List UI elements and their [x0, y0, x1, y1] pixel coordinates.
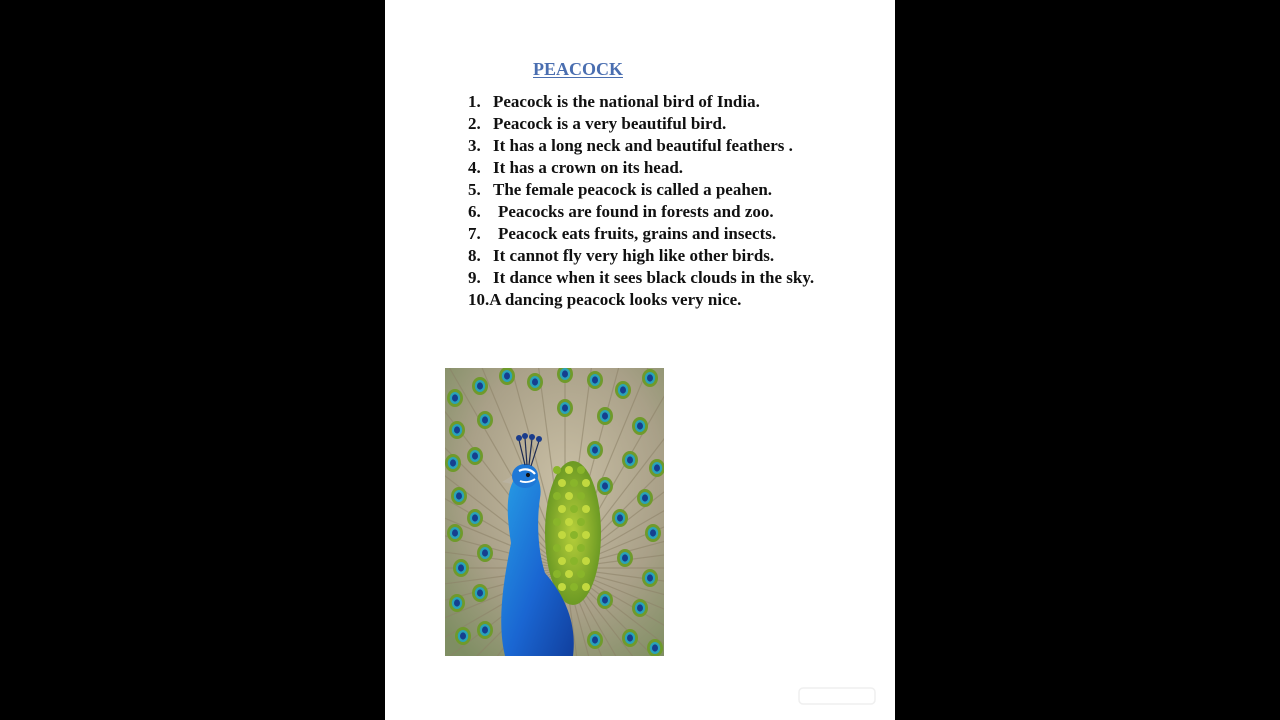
list-item [468, 201, 814, 223]
back-scale [577, 544, 585, 552]
list-item [468, 179, 814, 201]
item-number: 1. [468, 92, 481, 111]
eye-spot-center [654, 464, 660, 471]
item-text: It has a long neck and beautiful feathers . [493, 136, 793, 155]
back-scale [582, 557, 590, 565]
eye-spot-center [642, 494, 648, 501]
back-scale [570, 505, 578, 513]
eye-spot-center [477, 589, 483, 596]
eye-spot-center [460, 632, 466, 639]
eye-spot-center [617, 514, 623, 521]
item-number: 6. [468, 202, 481, 221]
eye-spot-center [562, 404, 568, 411]
eye-spot-center [456, 492, 462, 499]
item-text: Peacock is the national bird of India. [493, 92, 760, 111]
back-scale [582, 531, 590, 539]
eye-spot-center [647, 374, 653, 381]
list-item [468, 157, 814, 179]
eye-spot-center [472, 514, 478, 521]
fact-list [468, 91, 814, 311]
item-number: 5. [468, 180, 481, 199]
document-page [385, 0, 895, 720]
eye-spot-center [592, 376, 598, 383]
item-number: 2. [468, 114, 481, 133]
eye-spot-center [602, 412, 608, 419]
eye-spot-center [454, 599, 460, 606]
watermark-logo [797, 684, 877, 708]
item-number: 8. [468, 246, 481, 265]
watermark [797, 684, 877, 713]
eye-spot-center [592, 446, 598, 453]
eye-spot-center [602, 482, 608, 489]
back-scale [582, 505, 590, 513]
back-scale [565, 570, 573, 578]
eye-spot-center [592, 636, 598, 643]
item-text: It cannot fly very high like other birds. [493, 246, 775, 265]
back-scale [582, 583, 590, 591]
eye-spot-center [627, 634, 633, 641]
back-scale [570, 557, 578, 565]
eye-spot-center [472, 452, 478, 459]
peacock-illustration [445, 368, 664, 656]
item-text: It dance when it sees black clouds in the sky. [493, 268, 815, 287]
item-number: 4. [468, 158, 481, 177]
back-scale [558, 557, 566, 565]
eye-spot-center [532, 378, 538, 385]
eye-spot-center [482, 626, 488, 633]
item-number: 10. [468, 290, 490, 309]
back-scale [553, 518, 561, 526]
eye-spot-center [647, 574, 653, 581]
list-item [468, 289, 814, 311]
eye-spot-center [627, 456, 633, 463]
back-scale [577, 466, 585, 474]
item-text: Peacock is a very beautiful bird. [493, 114, 727, 133]
item-number: 9. [468, 268, 481, 287]
eye-spot-center [452, 529, 458, 536]
back-scale [565, 466, 573, 474]
back-scale [558, 531, 566, 539]
item-number: 7. [468, 224, 481, 243]
eye-spot-center [620, 386, 626, 393]
eye-spot-center [637, 422, 643, 429]
eye-spot-center [450, 459, 456, 466]
back-scale [577, 492, 585, 500]
back-scale [558, 505, 566, 513]
back-scale [582, 479, 590, 487]
item-text: Peacocks are found in forests and zoo. [498, 202, 774, 221]
back-scale [558, 479, 566, 487]
eye-spot-center [458, 564, 464, 571]
back-scale [553, 466, 561, 474]
eye-spot-center [637, 604, 643, 611]
list-item [468, 135, 814, 157]
eye-spot-center [454, 426, 460, 433]
eye-spot-center [622, 554, 628, 561]
item-text: A dancing peacock looks very nice. [489, 290, 742, 309]
eye-spot-center [482, 549, 488, 556]
back-scale [570, 479, 578, 487]
back-scale [570, 531, 578, 539]
back-scale [553, 492, 561, 500]
back-scale [570, 583, 578, 591]
peacock-photo [445, 368, 664, 656]
back-scale [558, 583, 566, 591]
document-title: PEACOCK [533, 59, 623, 79]
back-scale [565, 544, 573, 552]
eye-spot-center [652, 644, 658, 651]
list-item [468, 245, 814, 267]
eye-spot-center [482, 416, 488, 423]
back-scale [565, 518, 573, 526]
eye-spot-center [504, 372, 510, 379]
item-text: Peacock eats fruits, grains and insects. [498, 224, 777, 243]
back-scale [577, 518, 585, 526]
eye-spot-center [650, 529, 656, 536]
item-text: It has a crown on its head. [493, 158, 684, 177]
list-item [468, 223, 814, 245]
list-item [468, 113, 814, 135]
item-number: 3. [468, 136, 481, 155]
eye-spot-center [477, 382, 483, 389]
back-scale [577, 570, 585, 578]
back-scale [553, 544, 561, 552]
eye-spot-center [562, 370, 568, 377]
list-item [468, 267, 814, 289]
back-scale [565, 492, 573, 500]
eye-spot-center [602, 596, 608, 603]
back-scale [553, 570, 561, 578]
eye-spot-center [452, 394, 458, 401]
item-text: The female peacock is called a peahen. [493, 180, 773, 199]
list-item [468, 91, 814, 113]
